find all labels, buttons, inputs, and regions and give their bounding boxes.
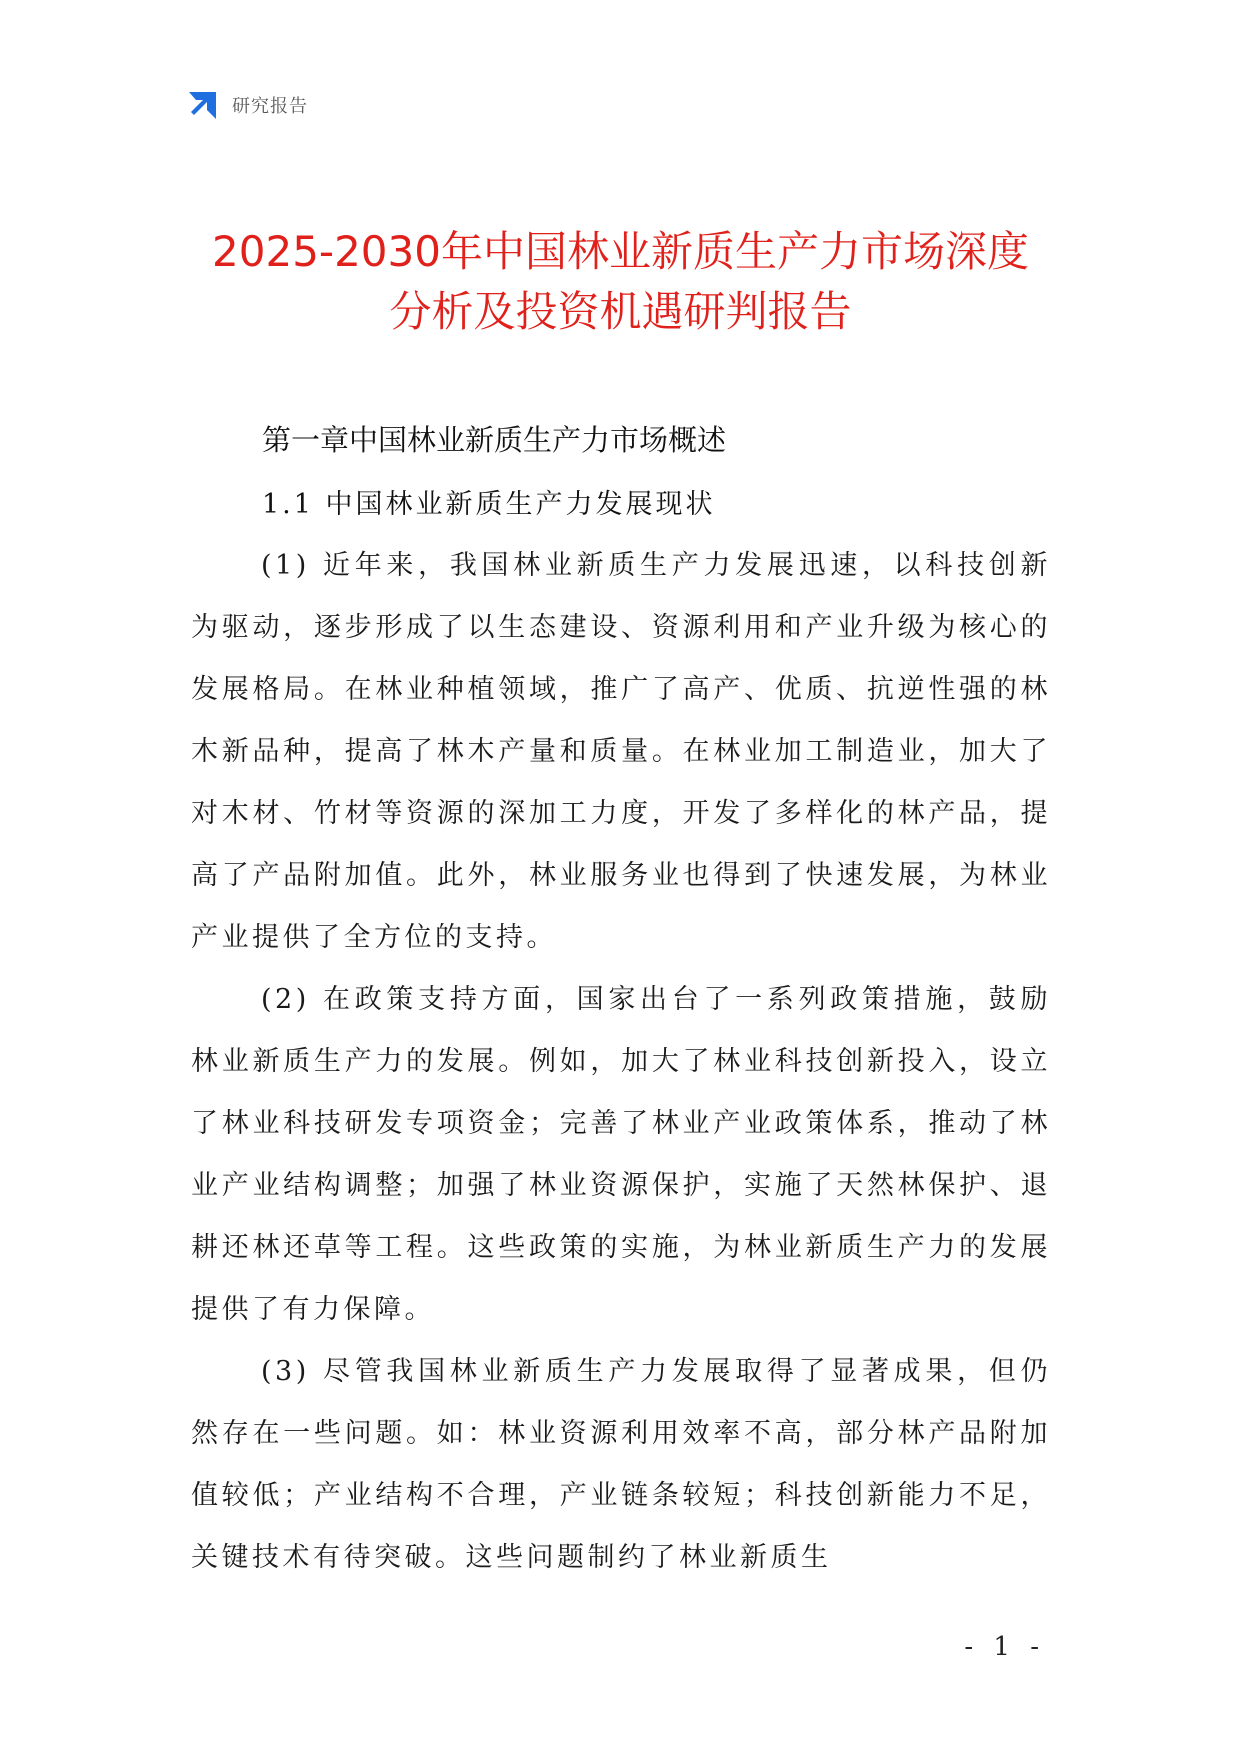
- body-paragraph-3: (3) 尽管我国林业新质生产力发展取得了显著成果，但仍然存在一些问题。如：林业资源利用效率不高，部分林产品附加值较低；产业结构不合理，产业链条较短；科技创新能力不足，关键技术有待突破。这些问题制约了林业新质生: [191, 1356, 1051, 1573]
- page-header: [186, 88, 308, 122]
- header-label: 研究报告: [232, 96, 308, 117]
- page-number: - 1 -: [964, 1632, 1045, 1662]
- report-title-line1: 2025-2030年中国林业新质生产力市场深度: [212, 227, 1029, 276]
- body-content: [191, 535, 1051, 1589]
- report-title-line2: 分析及投资机遇研判报告: [389, 287, 852, 336]
- body-paragraph-2: (2) 在政策支持方面，国家出台了一系列政策措施，鼓励林业新质生产力的发展。例如，加大了林业科技创新投入，设立了林业科技研发专项资金；完善了林业产业政策体系，推动了林业产业结构调整；加强了林业资源保护，实施了天然林保护、退耕还林还草等工程。这些政策的实施，为林业新质生产力的发展提供了有力保障。: [191, 984, 1051, 1325]
- body-paragraph-1: (1) 近年来，我国林业新质生产力发展迅速，以科技创新为驱动，逐步形成了以生态建设、资源利用和产业升级为核心的发展格局。在林业种植领域，推广了高产、优质、抗逆性强的林木新品种，提高了林木产量和质量。在林业加工制造业，加大了对木材、竹材等资源的深加工力度，开发了多样化的林产品，提高了产品附加值。此外，林业服务业也得到了快速发展，为林业产业提供了全方位的支持。: [191, 550, 1051, 953]
- section-heading: 1.1 中国林业新质生产力发展现状: [262, 489, 716, 520]
- report-title: [150, 222, 1091, 342]
- arrow-up-right-icon: [186, 88, 220, 122]
- chapter-heading: 第一章中国林业新质生产力市场概述: [262, 423, 727, 457]
